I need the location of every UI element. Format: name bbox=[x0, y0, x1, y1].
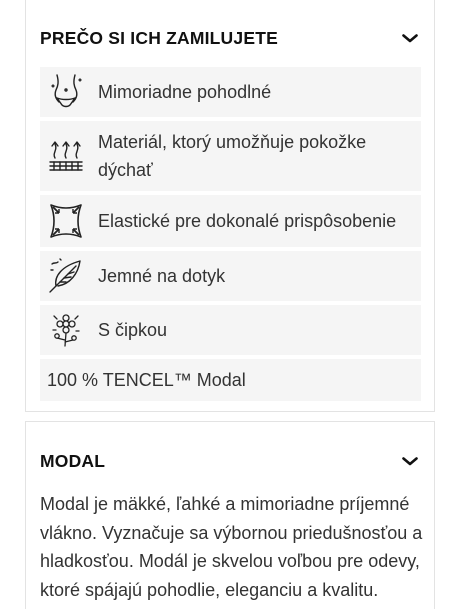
feature-item-material bbox=[40, 359, 421, 401]
modal-header[interactable] bbox=[40, 448, 420, 474]
why-love-accordion bbox=[25, 0, 435, 412]
feature-label: Jemné na dotyk bbox=[98, 266, 226, 286]
feather-icon bbox=[46, 254, 86, 298]
feature-list bbox=[40, 67, 421, 405]
chevron-down-icon[interactable] bbox=[400, 31, 420, 45]
feature-item bbox=[40, 195, 421, 247]
why-love-header[interactable] bbox=[40, 25, 420, 51]
chevron-down-icon[interactable] bbox=[400, 454, 420, 468]
feature-item bbox=[40, 67, 421, 117]
feature-item bbox=[40, 121, 421, 191]
why-love-title: PREČO SI ICH ZAMILUJETE bbox=[40, 27, 278, 48]
lace-flower-icon bbox=[46, 308, 86, 352]
feature-label: Materiál, ktorý umožňuje pokožke dýchať bbox=[98, 132, 367, 180]
feature-label: S čipkou bbox=[98, 320, 168, 340]
stretch-fit-icon bbox=[46, 199, 86, 243]
feature-label: Mimoriadne pohodlné bbox=[98, 82, 272, 102]
modal-description: Modal je mäkké, ľahké a mimoriadne príjemné vlákno. Vyznačuje sa výbornou priedušnosťou a hladkosťou. Modál je skvelou voľbou pre odevy, ktoré spájajú pohodlie, eleganciu a kvalitu. bbox=[40, 494, 423, 600]
feature-label: 100 % TENCEL™ Modal bbox=[47, 370, 246, 390]
feature-item bbox=[40, 305, 421, 355]
breathable-fabric-icon bbox=[46, 134, 86, 178]
modal-title: MODAL bbox=[40, 450, 106, 471]
modal-accordion bbox=[25, 421, 435, 609]
body-comfort-icon bbox=[46, 70, 86, 114]
feature-item bbox=[40, 251, 421, 301]
feature-label: Elastické pre dokonalé prispôsobenie bbox=[98, 211, 397, 231]
